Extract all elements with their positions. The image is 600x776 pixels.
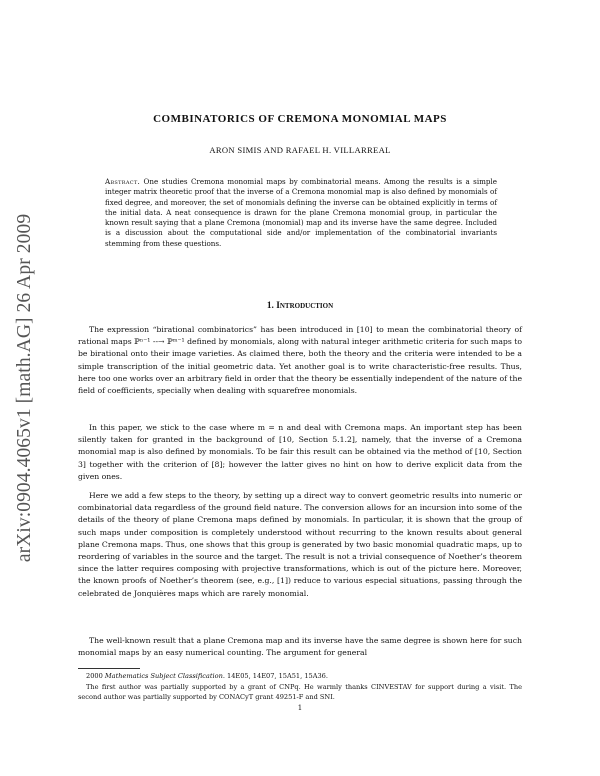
abstract-label: Abstract. [105, 177, 141, 186]
section-number: 1. [266, 301, 274, 311]
paper-title: COMBINATORICS OF CREMONA MONOMIAL MAPS [153, 113, 447, 125]
intro-paragraph: Here we add a few steps to the theory, by setting up a direct way to convert geometric results into numeric or combinatorial data regardless of the ground field nature. The conversion allows for an incursion into some of the details of the theory of plane Cremona maps defined by monomials. In particular, it is shown that the group of such maps under composition is completely understood without recurring to the known results about general plane Cremona maps. Thus, one shows that this group is generated by two basic monomial quadratic maps, up to reordering of variables in the source and the target. The result is not a trivial consequence of Noether’s theorem since the latter requires composing with projective transformations, which is out of the picture here. Moreover, the known proofs of Noether’s theorem (see, e.g., [1]) reduce to various especial situations, passing through the celebrated de Jonquières maps which are rarely monomial. [78, 491, 522, 598]
footnote-rule [78, 668, 140, 669]
arxiv-identifier-text: arXiv:0904.4065v1 [math.AG] 26 Apr 2009 [14, 213, 35, 563]
section-heading [100, 301, 500, 311]
footnote-support: The first author was partially supported by a grant of CNPq. He warmly thanks CINVESTAV for support during a visit. The second author was partially supported by CONACyT grant 49251-F and SNI. [78, 683, 522, 702]
intro-paragraph: The well-known result that a plane Cremona map and its inverse have the same degree is shown here for such monomial maps by an easy numerical counting. The argument for general [78, 636, 522, 658]
classification-year: 2000 [86, 672, 105, 680]
classification-label: Mathematics Subject Classification. [104, 672, 225, 680]
arxiv-identifier [12, 178, 38, 598]
paper-authors: ARON SIMIS AND RAFAEL H. VILLARREAL [209, 145, 391, 155]
intro-paragraph: In this paper, we stick to the case where m = n and deal with Cremona maps. An important step has been silently taken for granted in the background of [10, Section 5.1.2], namely, that the inverse of a Cremona monomial map is also defined by monomials. To be fair this result can be obtained via the method of [10, Section 3] together with the criterion of [8]; however the latter gives no hint on how to derive explicit data from the given ones. [78, 423, 522, 481]
abstract [105, 177, 497, 249]
intro-paragraph: The expression “birational combinatorics” has been introduced in [10] to mean the combinatorial theory of rational maps ℙⁿ⁻¹ --→ ℙᵐ⁻¹ defined by monomials, along with natural integer arithmetic criteria for such maps to be birational onto their image varieties. As claimed there, both the theory and the criteria were intended to be a simple transcription of the initial geometric data. Yet another goal is to write characteristic-free results. Thus, here too one works over an arbitrary field in order that the theory be essentially independent of the nature of the field of coefficients, specially when dealing with squarefree monomials. [78, 325, 522, 396]
classification-codes: 14E05, 14E07, 15A51, 15A36. [224, 672, 328, 680]
abstract-text: One studies Cremona monomial maps by combinatorial means. Among the results is a simple integer matrix theoretic proof that the inverse of a Cremona monomial map is also defined by monomials of fixed degree, and moreover, the set of monomials defining the inverse can be obtained explicitly in terms of the initial data. A neat consequence is drawn for the plane Cremona monomial group, in particular the known result saying that a plane Cremona (monomial) map and its inverse have the same degree. Included is a discussion about the computational side and/or implementation of the combinatorial invariants stemming from these questions. [105, 177, 497, 248]
section-name: Introduction [276, 301, 334, 311]
footnote-classification [78, 671, 522, 681]
page-number: 1 [297, 704, 303, 712]
